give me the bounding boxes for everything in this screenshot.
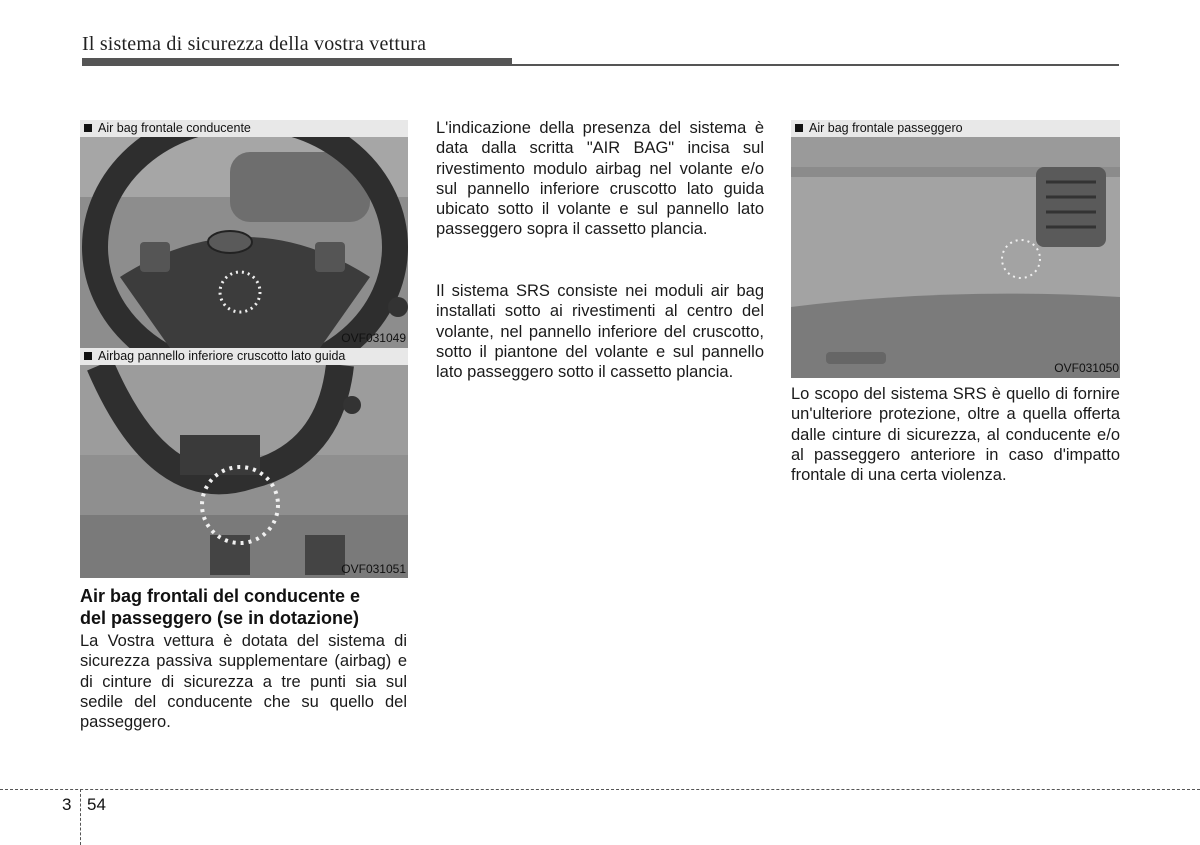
header-rule <box>82 64 1119 66</box>
caption-square-icon <box>84 352 92 360</box>
section-paragraph: La Vostra vettura è dotata del sistema di sicurezza passiva supplementare (airbag) e di cinture di sicurezza a tre punti sia sul sedile del conducente che su quello del passeggero. <box>80 632 407 732</box>
footer-dashed-rule <box>0 789 1200 790</box>
figure-code-3: OVF031050 <box>1054 361 1119 375</box>
figure-lower-dashboard-airbag <box>80 365 408 578</box>
page-header-title: Il sistema di sicurezza della vostra vettura <box>82 33 427 55</box>
caption-square-icon <box>795 124 803 132</box>
middle-paragraph-1: L'indicazione della presenza del sistema è data dalla scritta "AIR BAG" incisa sul rivestimento modulo airbag nel volante e/o sul pannello inferiore cruscotto lato guida ubicato sotto il volante e sul pannello lato passeggero sopra il cassetto plancia. <box>436 119 764 239</box>
section-heading: Air bag frontali del conducente e del passeggero (se in dotazione) <box>80 586 361 628</box>
figure-code-1: OVF031049 <box>341 331 406 345</box>
caption-square-icon <box>84 124 92 132</box>
figure-code-2: OVF031051 <box>341 562 406 576</box>
figure-passenger-dashboard-airbag <box>791 137 1120 378</box>
chapter-number: 3 <box>62 795 72 814</box>
figure-caption-passenger-airbag: Air bag frontale passeggero <box>791 120 1120 137</box>
right-paragraph: Lo scopo del sistema SRS è quello di fornire un'ulteriore protezione, oltre a quella offerta dalle cinture di sicurezza, al conducente e/o al passeggero anteriore in caso d'impatto frontale di una certa violenza. <box>791 385 1120 485</box>
figure-caption-knee-airbag: Airbag pannello inferiore cruscotto lato guida <box>80 348 408 365</box>
figure-caption-driver-airbag: Air bag frontale conducente <box>80 120 408 137</box>
middle-paragraph-2: Il sistema SRS consiste nei moduli air bag installati sotto ai rivestimenti al centro del volante, nel pannello inferiore del cruscotto, sotto il piantone del volante e sul pannello lato passeggero sotto il cassetto plancia. <box>436 282 764 382</box>
page-number: 54 <box>87 795 106 814</box>
figure-steering-wheel-airbag <box>80 137 408 348</box>
footer-vertical-dashed-rule <box>80 789 81 845</box>
